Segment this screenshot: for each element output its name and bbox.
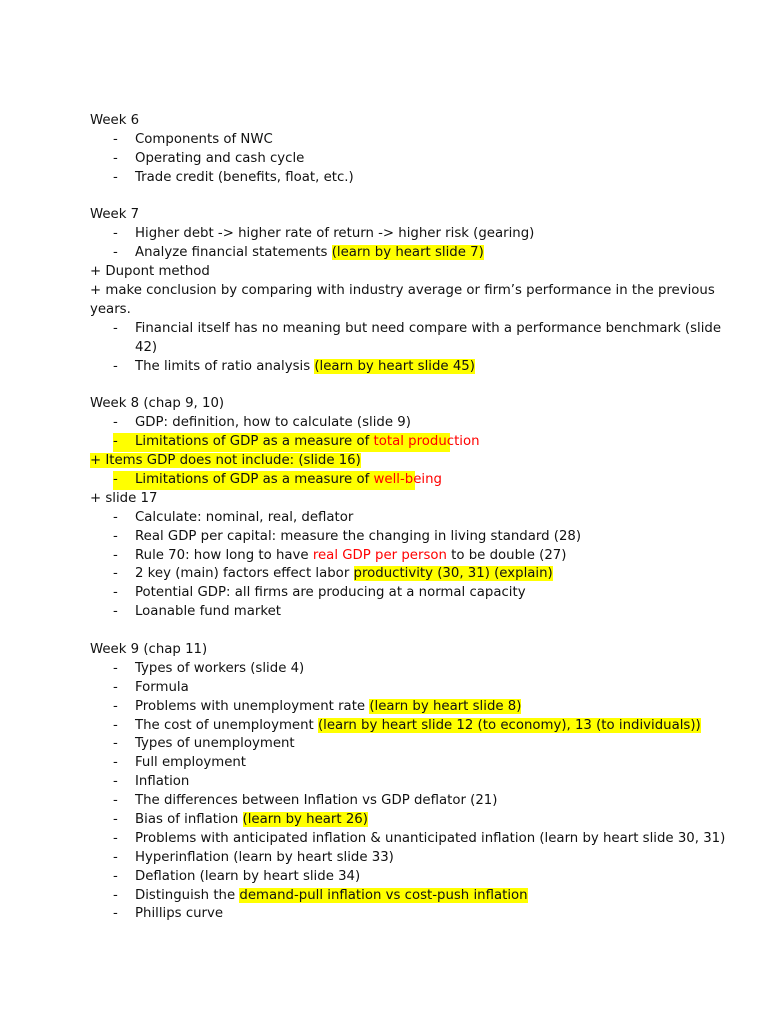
list-item: - Rule 70: how long to have real GDP per person to be double (27) (90, 547, 730, 566)
highlighted-text: productivity (30, 31) (explain) (353, 566, 553, 582)
plus-item: + make conclusion by comparing with industry average or firm’s performance in the previous years. (90, 283, 715, 317)
bullet-dash: - (113, 509, 118, 525)
highlighted-text: (learn by heart slide 7) (331, 245, 484, 261)
week-7-heading: Week 7 (90, 207, 140, 223)
list-item: - Bias of inflation (learn by heart 26) (90, 811, 730, 830)
list-item: - Potential GDP: all firms are producing at a normal capacity (90, 584, 730, 603)
list-item: - Types of workers (slide 4) (90, 660, 730, 679)
bullet-dash: - (113, 736, 118, 752)
bullet-dash: - (113, 698, 118, 714)
bullet-dash: - (113, 566, 118, 582)
bullet-dash: - (113, 471, 118, 487)
list-item: - Full employment (90, 754, 730, 773)
list-item: - Financial itself has no meaning but need compare with a performance benchmark (slide 42) (113, 320, 722, 355)
list-item: - Components of NWC (90, 131, 730, 150)
plus-item (90, 452, 730, 471)
highlighted-text: (learn by heart slide 45) (314, 358, 475, 374)
plus-item: + slide 17 (90, 490, 158, 506)
bullet-dash: - (113, 131, 118, 147)
red-text: total production (373, 434, 480, 450)
bullet-dash: - (113, 415, 118, 431)
list-item: - Operating and cash cycle (90, 150, 730, 169)
list-item: - Limitations of GDP as a measure of total production (90, 433, 730, 452)
red-text: well-being (373, 471, 442, 487)
bullet-dash: - (113, 868, 118, 884)
bullet-dash: - (113, 679, 118, 695)
bullet-dash: - (113, 169, 118, 185)
highlighted-text: (learn by heart 26) (242, 812, 368, 828)
bullet-dash: - (113, 812, 118, 828)
list-item: - Real GDP per capital: measure the changing in living standard (28) (90, 528, 730, 547)
bullet-dash: - (113, 717, 118, 733)
highlighted-text: (learn by heart slide 8) (369, 698, 522, 714)
plus-item: + Dupont method (90, 264, 210, 280)
bullet-dash: - (113, 755, 118, 771)
list-item: - The cost of unemployment (learn by heart slide 12 (to economy), 13 (to individuals)) (90, 717, 730, 736)
list-item: - Problems with anticipated inflation & unanticipated inflation (learn by heart slide 30, 31) (90, 830, 730, 849)
highlighted-text: demand-pull inflation vs cost-push inflation (239, 887, 528, 903)
week-6-heading: Week 6 (90, 113, 140, 128)
week-8-heading: Week 8 (chap 9, 10) (90, 396, 225, 412)
bullet-dash: - (113, 528, 118, 544)
bullet-dash: - (113, 830, 118, 846)
list-item: - Formula (90, 679, 730, 698)
bullet-dash: - (113, 585, 118, 601)
list-item: - Calculate: nominal, real, deflator (90, 509, 730, 528)
list-item: - Hyperinflation (learn by heart slide 33) (90, 849, 730, 868)
list-item: - Loanable fund market (90, 603, 730, 622)
list-item: - Deflation (learn by heart slide 34) (90, 868, 730, 887)
list-item: - Limitations of GDP as a measure of well-being (90, 471, 730, 490)
week-9-heading: Week 9 (chap 11) (90, 642, 208, 657)
red-text: real GDP per person (312, 547, 447, 563)
bullet-dash: - (113, 906, 118, 922)
bullet-dash: - (113, 774, 118, 790)
bullet-dash: - (113, 604, 118, 620)
document-body (90, 112, 730, 924)
list-item: - Analyze financial statements (learn by heart slide 7) (90, 244, 730, 263)
bullet-dash: - (113, 245, 118, 261)
list-item: - 2 key (main) factors effect labor productivity (30, 31) (explain) (90, 565, 730, 584)
bullet-dash: - (113, 150, 118, 166)
list-item: - The differences between Inflation vs GDP deflator (21) (90, 792, 730, 811)
list-item: - Higher debt -> higher rate of return -> higher risk (gearing) (90, 225, 730, 244)
list-item: - Inflation (90, 773, 730, 792)
bullet-dash: - (113, 434, 118, 450)
bullet-dash: - (113, 793, 118, 809)
list-item: - Phillips curve (90, 905, 730, 924)
bullet-dash: - (113, 660, 118, 676)
list-item: - GDP: definition, how to calculate (slide 9) (90, 414, 730, 433)
highlighted-text: (learn by heart slide 12 (to economy), 13 (to individuals)) (317, 717, 701, 733)
bullet-dash: - (113, 226, 118, 242)
list-item: - Distinguish the demand-pull inflation vs cost-push inflation (90, 887, 730, 906)
bullet-dash: - (113, 887, 118, 903)
list-item: - The limits of ratio analysis (learn by heart slide 45) (90, 358, 730, 377)
bullet-dash: - (113, 320, 118, 336)
list-item: - Trade credit (benefits, float, etc.) (90, 169, 730, 188)
list-item: - Problems with unemployment rate (learn by heart slide 8) (90, 698, 730, 717)
highlighted-text: + Items GDP does not include: (slide 16) (90, 453, 361, 469)
list-item: - Types of unemployment (90, 735, 730, 754)
bullet-dash: - (113, 358, 118, 374)
bullet-dash: - (113, 547, 118, 563)
bullet-dash: - (113, 849, 118, 865)
